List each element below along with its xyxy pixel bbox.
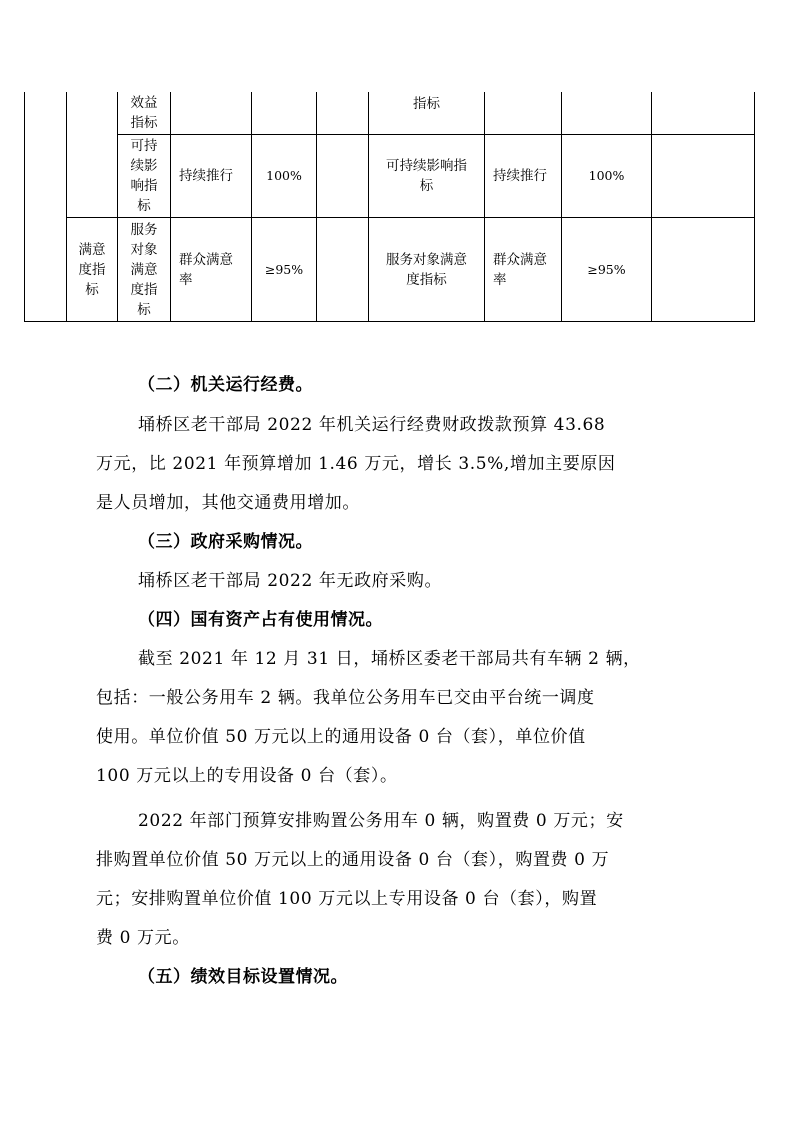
table-cell-value2: ≥95% [587,261,626,277]
table-cell-value: 100% [266,168,302,183]
paragraph-line: 截至 2021 年 12 月 31 日，埇桥区委老干部局共有车辆 2 辆， [138,649,641,669]
table-cell-subcategory2: 服务对象满意度指标 [386,251,467,288]
paragraph-line: 排购置单位价值 50 万元以上的通用设备 0 台（套），购置费 0 万 [96,850,610,870]
table-cell-subcategory2: 指标 [413,96,440,112]
table-cell-indicator: 群众满意率 [179,251,233,288]
section-heading-performance-goals: （五）绩效目标设置情况。 [138,967,348,987]
paragraph-line: 使用。单位价值 50 万元以上的通用设备 0 台（套），单位价值 [96,727,586,747]
paragraph-line: 包括：一般公务用车 2 辆。我单位公务用车已交由平台统一调度 [96,688,595,708]
table-cell-subcategory: 服务对象满意度指标 [130,221,158,318]
table-cell-value: ≥95% [264,261,304,277]
paragraph-line: 万元，比 2021 年预算增加 1.46 万元，增长 3.5%,增加主要原因 [96,454,616,474]
section-heading-state-assets: （四）国有资产占有使用情况。 [138,610,383,630]
paragraph-line: 元；安排购置单位价值 100 万元以上专用设备 0 台（套），购置 [96,889,598,909]
paragraph-line: 埇桥区老干部局 2022 年机关运行经费财政拨款预算 43.68 [138,415,606,435]
table-cell-subcategory: 可持续影响指标 [130,138,158,214]
paragraph-line: 100 万元以上的专用设备 0 台（套）。 [96,766,398,786]
paragraph-line: 埇桥区老干部局 2022 年无政府采购。 [138,571,443,591]
section-heading-operating-funds: （二）机关运行经费。 [138,375,313,395]
paragraph-line: 是人员增加，其他交通费用增加。 [96,493,360,513]
table-cell-indicator: 持续推行 [179,168,233,184]
paragraph-line: 费 0 万元。 [96,928,190,948]
section-heading-procurement: （三）政府采购情况。 [138,532,313,552]
performance-table [24,92,755,322]
paragraph-line: 2022 年部门预算安排购置公务用车 0 辆，购置费 0 万元；安 [138,811,624,831]
table-cell-subcategory2: 可持续影响指标 [386,158,467,194]
table-cell-subcategory: 效益指标 [130,95,158,131]
table-cell-indicator2: 持续推行 [493,168,547,184]
table-cell-indicator2: 群众满意率 [493,251,547,288]
table-cell-value2: 100% [588,168,625,183]
table-cell-category: 满意度指标 [78,241,106,298]
